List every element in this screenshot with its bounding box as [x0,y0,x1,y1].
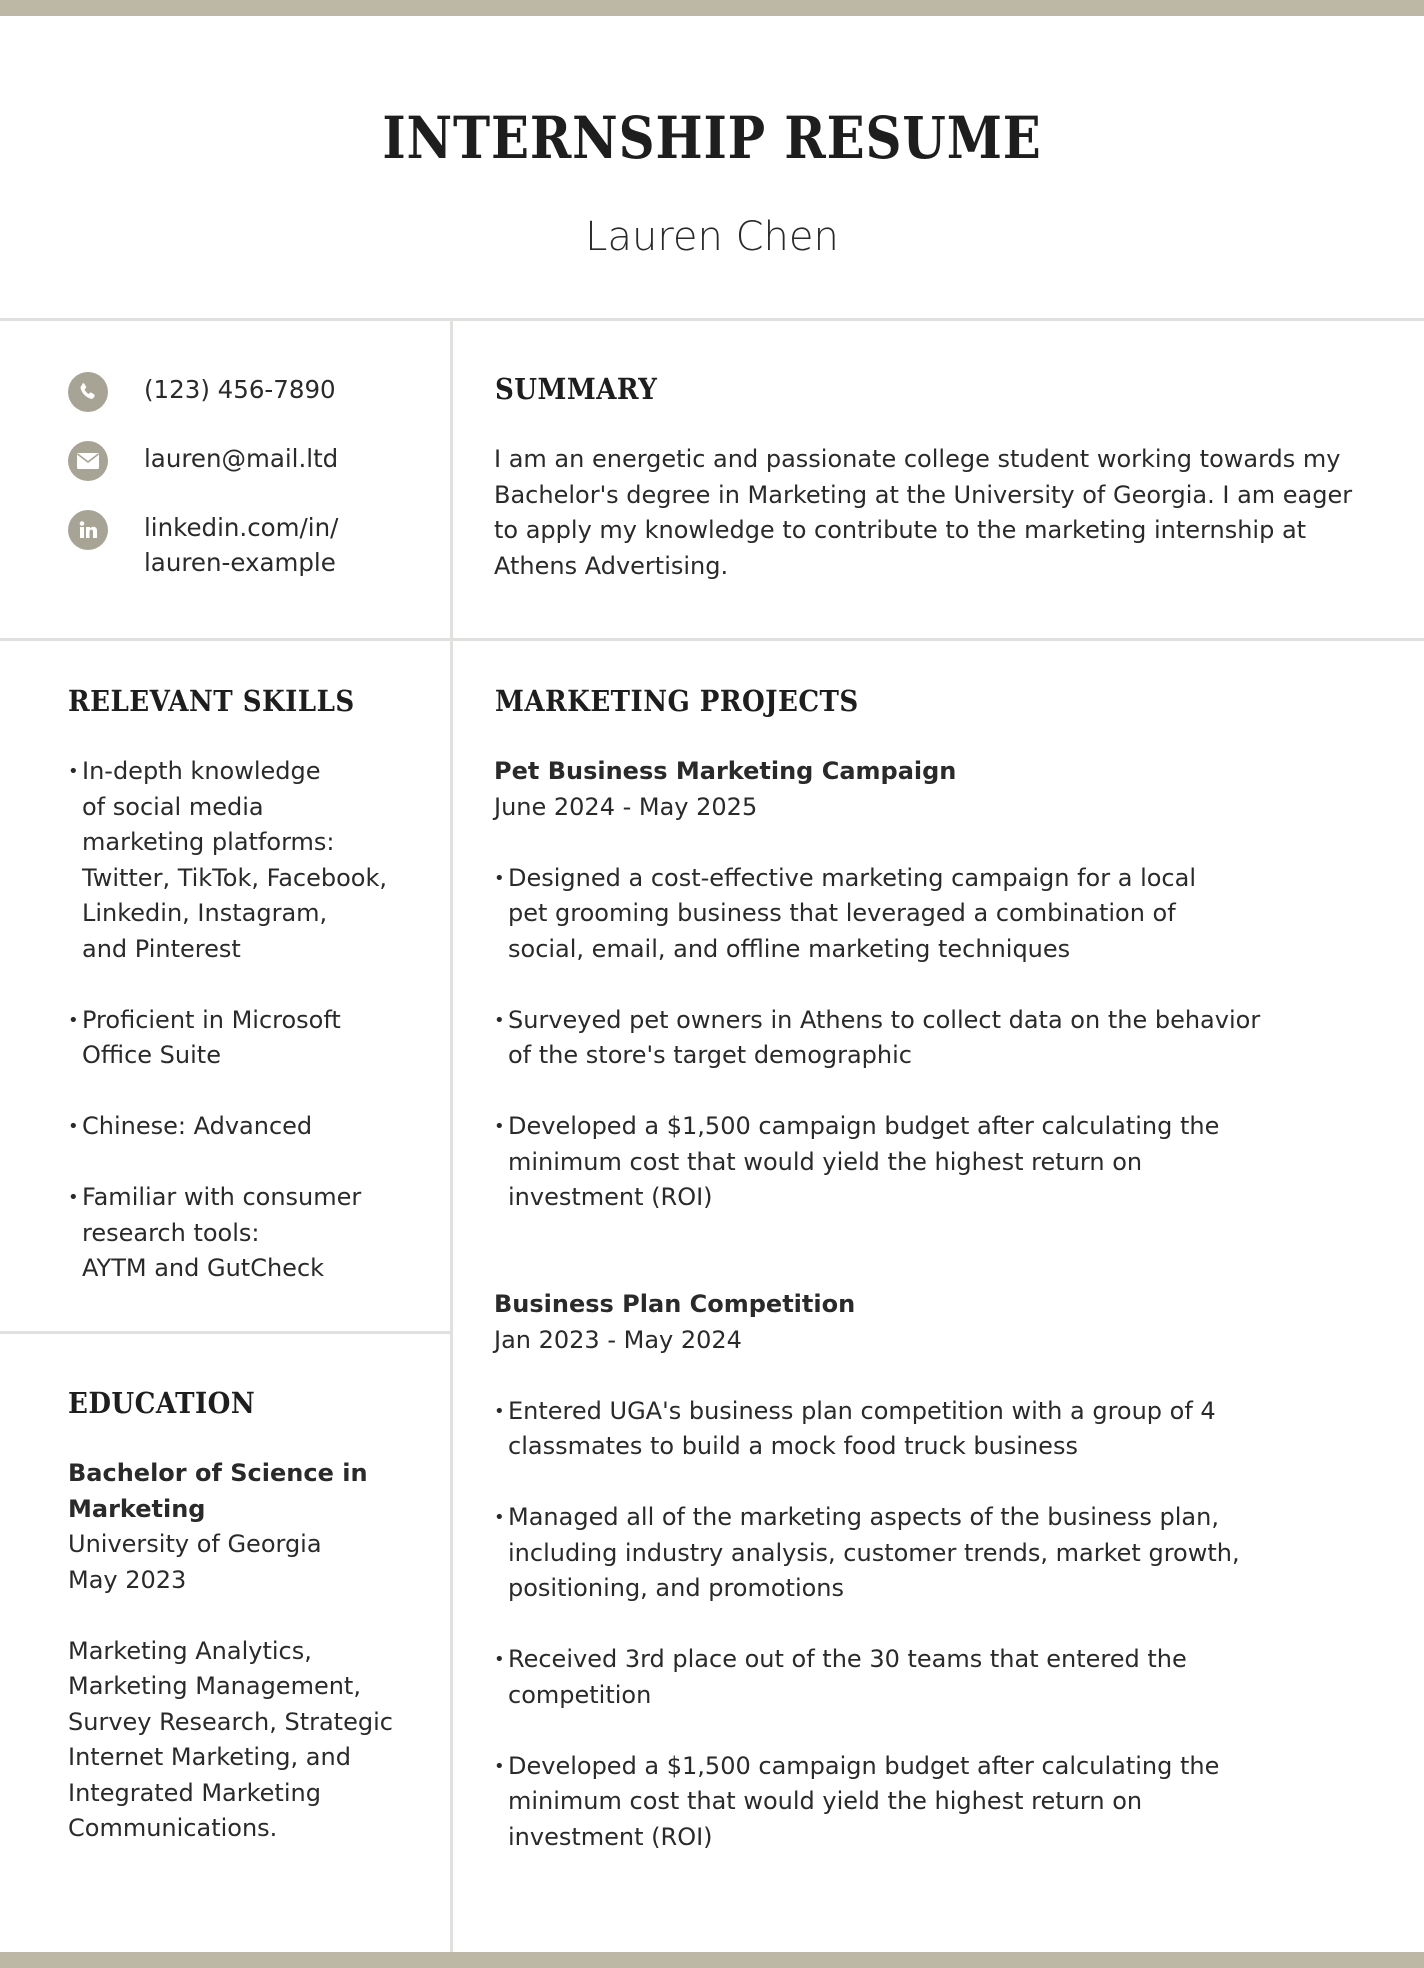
project-dates: June 2024 - May 2025 [494,792,758,821]
project-bullet: • Surveyed pet owners in Athens to collect data on the behavior of the store's target demographic [494,1003,1374,1074]
bottom-accent-bar [0,1952,1424,1968]
resume-title: INTERNSHIP RESUME [382,104,1042,172]
project-bullet: • Developed a $1,500 campaign budget after calculating the minimum cost that would yield the highest return on investment (ROI) [494,1109,1374,1216]
email-text: lauren@mail.ltd [144,444,339,473]
skill-item: • Proficient in Microsoft Office Suite [68,1003,428,1074]
skills-list [68,754,428,1322]
skill-item: • Familiar with consumer research tools: AYTM and GutCheck [68,1180,428,1287]
project-bullet: • Entered UGA's business plan competition with a group of 4 classmates to build a mock food truck business [494,1394,1374,1465]
email-icon [68,441,108,481]
phone-text: (123) 456-7890 [144,375,336,404]
school: University of Georgia [68,1530,322,1558]
skill-item: • In-depth knowledge of social media marketing platforms: Twitter, TikTok, Facebook, Linkedin, Instagram, and Pinterest [68,754,428,967]
column-divider [450,321,453,1952]
project-item [494,1287,1374,1855]
project-bullets [494,1394,1374,1856]
projects-heading: MARKETING PROJECTS [495,684,859,718]
coursework: Marketing Analytics, Marketing Management, Survey Research, Strategic Internet Marketing, and Integrated Marketing Communications. [68,1636,393,1842]
skill-item: • Chinese: Advanced [68,1109,428,1145]
contact-linkedin [68,510,342,580]
project-bullet: • Managed all of the marketing aspects of the business plan, including industry analysis, customer trends, market growth, positioning, and promotions [494,1500,1374,1607]
project-bullet: • Developed a $1,500 campaign budget after calculating the minimum cost that would yield the highest return on investment (ROI) [494,1749,1374,1856]
top-accent-bar [0,0,1424,16]
phone-icon [68,372,108,412]
project-title: Business Plan Competition [494,1290,856,1318]
project-title: Pet Business Marketing Campaign [494,757,957,785]
skills-divider [0,1331,450,1334]
project-dates: Jan 2023 - May 2024 [494,1325,742,1354]
project-bullet: • Designed a cost-effective marketing campaign for a local pet grooming business that leveraged a combination of social, email, and offline marketing techniques [494,861,1374,968]
linkedin-icon [68,510,108,550]
skills-heading: RELEVANT SKILLS [68,684,355,718]
degree: Bachelor of Science in Marketing [68,1459,368,1523]
education-heading: EDUCATION [68,1386,256,1420]
project-bullets [494,861,1374,1216]
project-bullet: • Received 3rd place out of the 30 teams that entered the competition [494,1642,1374,1713]
contact-email [68,441,342,481]
header-divider [0,318,1424,321]
summary-heading: SUMMARY [495,372,658,406]
summary-text: I am an energetic and passionate college student working towards my Bachelor's degree in Marketing at the University of Georgia. I am eager to apply my knowledge to contribute to the marketing internship at Athens Advertising. [494,445,1353,580]
contact-divider [0,638,1424,641]
education-block [68,1456,418,1847]
linkedin-text: linkedin.com/in/ lauren-example [144,513,339,577]
graduation-date: May 2023 [68,1565,187,1594]
projects-list [494,754,1374,1891]
candidate-name: Lauren Chen [585,214,839,260]
contact-phone [68,372,340,412]
project-item [494,754,1374,1216]
